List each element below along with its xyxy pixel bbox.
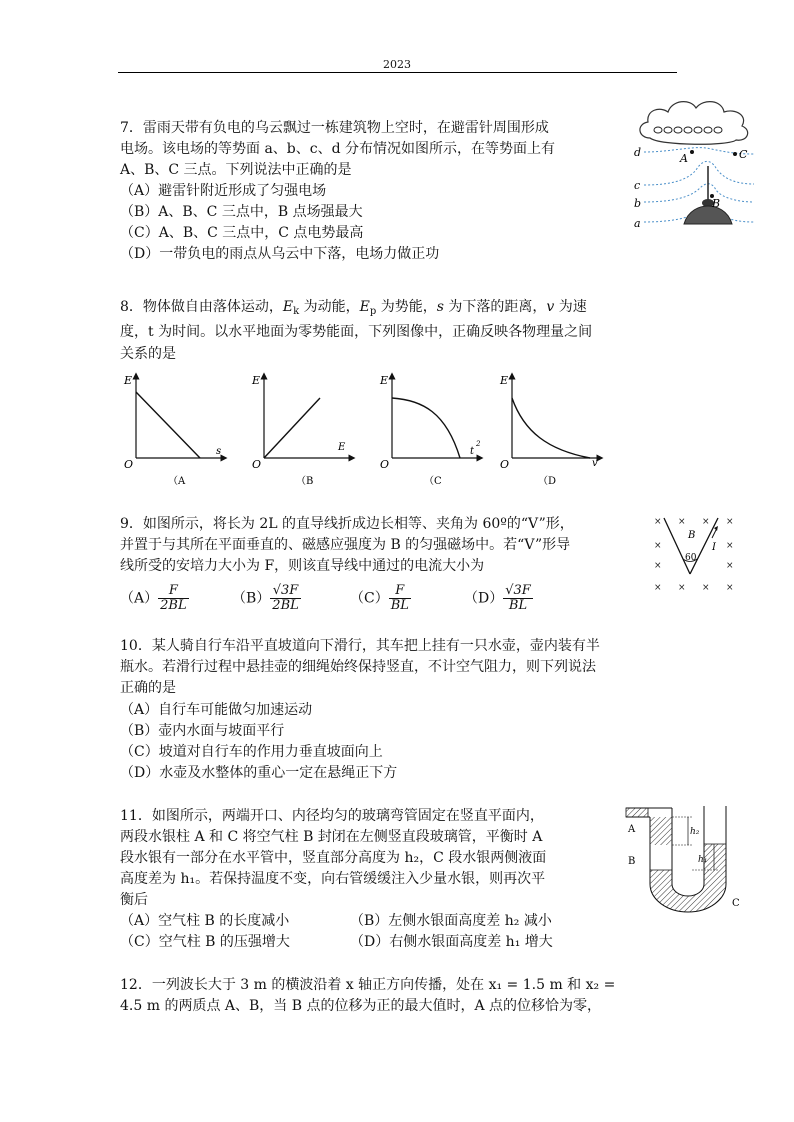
q11-fig-label-c: C [732,898,740,909]
q10-stem-line-3: 正确的是 [120,680,176,696]
q11-option-d: （D）右侧水银面高度差 h₁ 增大 [350,934,553,950]
q7-label-c: c [634,179,641,192]
field-cross: × [702,583,710,593]
q8-graph-b-origin: O [252,458,262,471]
q7-label-point-b: B [712,197,721,210]
q8-graph-d [498,372,608,487]
q7-label-b: b [634,197,642,210]
q11-stem-line-3: 段水银有一部分在水平管中，竖直部分高度为 h₂，C 段水银两侧液面 [120,850,547,866]
q8-graph-a-y-label: E [124,374,133,387]
q7-label-point-c: C [739,148,748,161]
q7-stem-line-1: 7．雷雨天带有负电的乌云飘过一栋建筑物上空时，在避雷针周围形成 [120,120,549,136]
q9-fig-label-angle: 60 [685,553,697,563]
q12-stem-line-2: 4.5 m 的两质点 A、B，当 B 点的位移为正的最大值时，A 点的位移恰为零， [120,998,602,1014]
q8-graph-c-y-label: E [380,374,389,387]
field-cross: × [726,561,734,571]
q10-option-c: （C）坡道对自行车的作用力垂直坡面向上 [120,744,383,760]
q8-stem-line-1: 8．物体做自由落体运动，$E_k$ 为动能，$E_p$ 为势能，s 为下落的距离，v 为速 [120,299,587,317]
field-cross: × [726,583,734,593]
q9-option-d: （D） $\frac{√3F}{BL}$ [464,583,531,613]
q12-stem-line-1: 12．一列波长大于 3 m 的横波沿着 x 轴正方向传播，处在 x₁ = 1.5 m 和 x₂ = [120,977,616,993]
q8-graph-b-x-label: E [338,442,346,453]
q11-fig-label-a: A [628,824,636,835]
q7-label-point-a: A [680,152,688,165]
q7-option-d: （D）一带负电的雨点从乌云中下落，电场力做正功 [120,246,440,262]
field-cross: × [726,517,734,527]
q10-option-b: （B）壶内水面与坡面平行 [120,723,285,739]
q9-fig-label-b: B [688,530,696,541]
q8-graph-c [378,372,488,487]
header-rule [118,72,677,73]
field-cross: × [726,541,734,551]
q10-option-a: （A）自行车可能做匀加速运动 [120,702,313,718]
q8-graph-a-origin: O [124,458,134,471]
q11-u-tube-figure [622,804,752,914]
q9-stem-line-1: 9．如图所示，将长为 2L 的直导线折成边长相等、夹角为 60º的“V”形， [120,516,574,532]
q11-fig-label-h1: h₁ [698,855,708,865]
q8-graph-c-x-superscript: 2 [476,440,481,448]
field-cross: × [654,517,662,527]
q7-stem-line-3: A、B、C 三点。下列说法中正确的是 [120,162,352,178]
q9-stem-line-2: 并置于与其所在平面垂直的、磁感应强度为 B 的匀强磁场中。若“V”形导 [120,537,571,553]
q11-stem-line-1: 11．如图所示，两端开口、内径均匀的玻璃弯管固定在竖直平面内， [120,808,544,824]
q7-label-d: d [634,146,642,159]
q9-v-wire-figure [650,512,740,592]
q8-graph-a-caption: （A [168,476,186,487]
q9-option-b: （B） $\frac{√3F}{2BL}$ [232,583,299,613]
q10-stem-line-1: 10．某人骑自行车沿平直坡道向下滑行，其车把上挂有一只水壶，壶内装有半 [120,638,600,654]
q9-fig-label-current: I [712,542,716,553]
field-cross: × [678,517,686,527]
q10-option-d: （D）水壶及水整体的重心一定在悬绳正下方 [120,765,398,781]
q8-graph-d-caption: （D [538,476,557,487]
q9-option-c: （C） $\frac{F}{BL}$ [350,583,409,613]
q8-graph-b-y-label: E [252,374,261,387]
field-cross: × [654,583,662,593]
q7-option-c: （C）A、B、C 三点中，C 点电势最高 [120,225,364,241]
field-cross: × [654,541,662,551]
q9-stem-line-3: 线所受的安培力大小为 F，则该直导线中通过的电流大小为 [120,558,485,574]
q8-graph-a [122,372,232,487]
q11-stem-line-4: 高度差为 h₁。若保持温度不变，向右管缓缓注入少量水银，则再次平 [120,871,546,887]
q11-option-a: （A）空气柱 B 的长度减小 [120,913,290,929]
q11-fig-label-h2: h₂ [690,827,700,837]
q8-graph-c-caption: （C [424,476,442,487]
q11-option-b: （B）左侧水银面高度差 h₂ 减小 [350,913,552,929]
q8-graph-d-origin: O [500,458,510,471]
q8-graph-d-y-label: E [500,374,509,387]
q11-stem-line-5: 衡后 [120,892,148,908]
q8-graph-b [250,372,360,487]
field-cross: × [702,517,710,527]
q11-stem-line-2: 两段水银柱 A 和 C 将空气柱 B 封闭在左侧竖直段玻璃管，平衡时 A [120,829,543,845]
q8-graph-c-x-label: t [470,446,475,457]
q8-graph-d-x-label: v [592,458,598,469]
q8-stem-line-2: 度，t 为时间。以水平地面为零势能面，下列图像中，正确反映各物理量之间 [120,324,593,340]
q8-graph-b-caption: （B [296,476,314,487]
q10-stem-line-2: 瓶水。若滑行过程中悬挂壶的细绳始终保持竖直，不计空气阻力，则下列说法 [120,659,596,675]
field-cross: × [654,561,662,571]
q8-graph-c-origin: O [380,458,390,471]
q11-fig-label-b: B [628,856,636,867]
q7-lightning-rod-figure [630,96,760,231]
q9-option-a: （A） $\frac{F}{2BL}$ [120,583,187,613]
q7-option-a: （A）避雷针附近形成了匀强电场 [120,183,327,199]
q7-label-a: a [634,217,641,230]
field-cross: × [678,583,686,593]
q8-graph-a-x-label: s [216,446,222,457]
q7-stem-line-2: 电场。该电场的等势面 a、b、c、d 分布情况如图所示，在等势面上有 [120,141,556,157]
q11-option-c: （C）空气柱 B 的压强增大 [120,934,290,950]
q8-stem-line-3: 关系的是 [120,346,176,362]
page-header-year: 2023 [383,58,411,71]
q7-option-b: （B）A、B、C 三点中，B 点场强最大 [120,204,363,220]
